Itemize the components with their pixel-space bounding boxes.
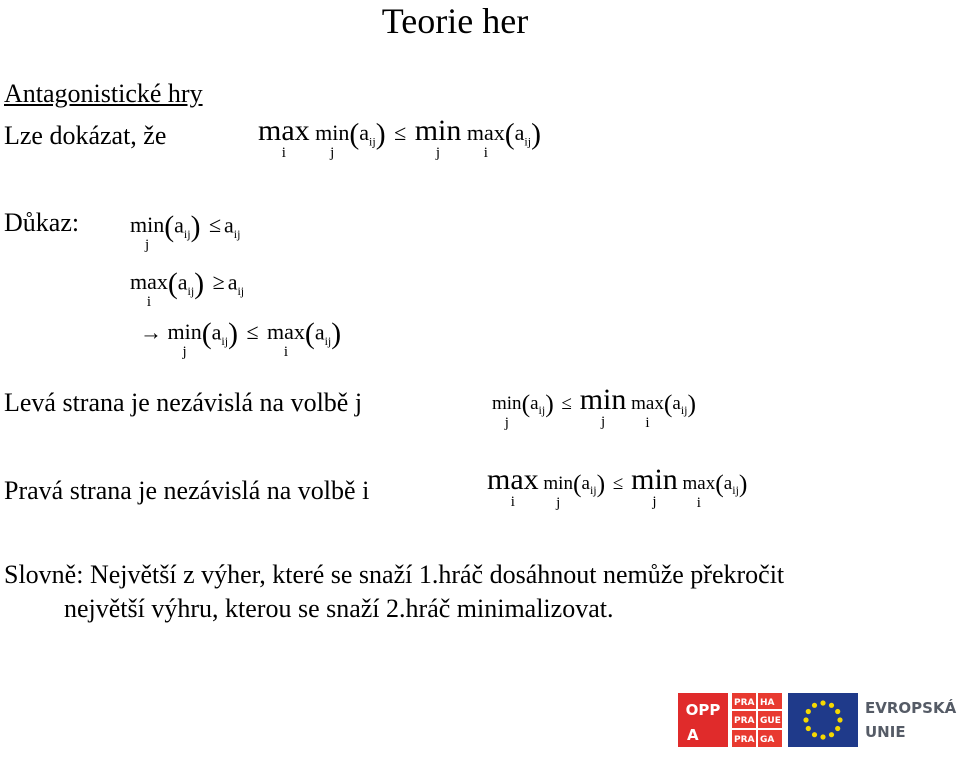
praha-logo xyxy=(732,693,782,747)
praha-logo-text: GA xyxy=(760,735,775,745)
min-operator: min j xyxy=(167,319,202,361)
section-heading: Antagonistické hry xyxy=(4,79,203,108)
max-operator: max i xyxy=(267,319,305,361)
min-operator: min j xyxy=(414,114,462,161)
verbal-line-2: největší výhru, kterou se snaží 2.hráč minimalizovat. xyxy=(64,594,614,623)
claim-text: Lze dokázat, že xyxy=(4,121,167,150)
opp-logo-text: OPP xyxy=(685,701,721,719)
opp-logo xyxy=(678,693,728,747)
eu-text-line-1: EVROPSKÁ xyxy=(865,699,957,717)
eu-flag-icon xyxy=(788,693,858,747)
page-title: Teorie her xyxy=(381,1,529,41)
max-operator: max i xyxy=(466,120,505,161)
opp-logo-text: A xyxy=(687,726,699,744)
max-operator: max i xyxy=(682,473,716,511)
praha-logo-text: HA xyxy=(760,698,775,708)
min-operator: min j xyxy=(579,383,627,430)
max-operator: max i xyxy=(631,393,664,431)
formula-left: min j $(a_{ij}) \le \min$ j max i $(a_{ij})$ xyxy=(492,383,697,431)
formula-proof-2: max i $(a_{ij}) \ge a_{ij}$ xyxy=(130,268,245,311)
min-operator: min j xyxy=(315,120,350,161)
max-operator: max i xyxy=(487,463,539,510)
formula-proof-3: → min j $(a_{ij}) \le \max$ i $(a_{ij})$ xyxy=(140,318,342,361)
funding-logos xyxy=(678,693,960,747)
praha-logo-text: GUE xyxy=(760,716,781,726)
min-operator: min j xyxy=(631,463,678,510)
min-operator: min j xyxy=(130,212,165,254)
eu-text-line-2: UNIE xyxy=(865,723,906,741)
eu-logo-text xyxy=(865,698,957,741)
praha-logo-text: PRA xyxy=(734,698,755,708)
right-side-text: Pravá strana je nezávislá na volbě i xyxy=(4,476,370,505)
praha-logo-text: PRA xyxy=(734,716,755,726)
left-side-text: Levá strana je nezávislá na volbě j xyxy=(4,388,363,417)
praha-logo-text: PRA xyxy=(734,735,755,745)
formula-claim: max i min j $(a_{ij}) \le \min$ j max i $(a_{ij})$ xyxy=(258,114,541,161)
formula-proof-1: min j $(a_{ij}) \le a_{ij}$ xyxy=(130,211,241,254)
max-operator: max i xyxy=(130,269,168,311)
verbal-line-1: Slovně: Největší z výher, které se snaží 1.hráč dosáhnout nemůže překročit xyxy=(4,560,785,589)
proof-label: Důkaz: xyxy=(4,208,80,237)
implies-arrow-icon: → xyxy=(140,319,162,345)
min-operator: min j xyxy=(543,473,573,511)
min-operator: min j xyxy=(492,393,522,431)
formula-right: max i min j $(a_{ij}) \le \min$ j max i $(a_{ij})$ xyxy=(487,463,748,511)
max-operator: max i xyxy=(258,114,310,161)
